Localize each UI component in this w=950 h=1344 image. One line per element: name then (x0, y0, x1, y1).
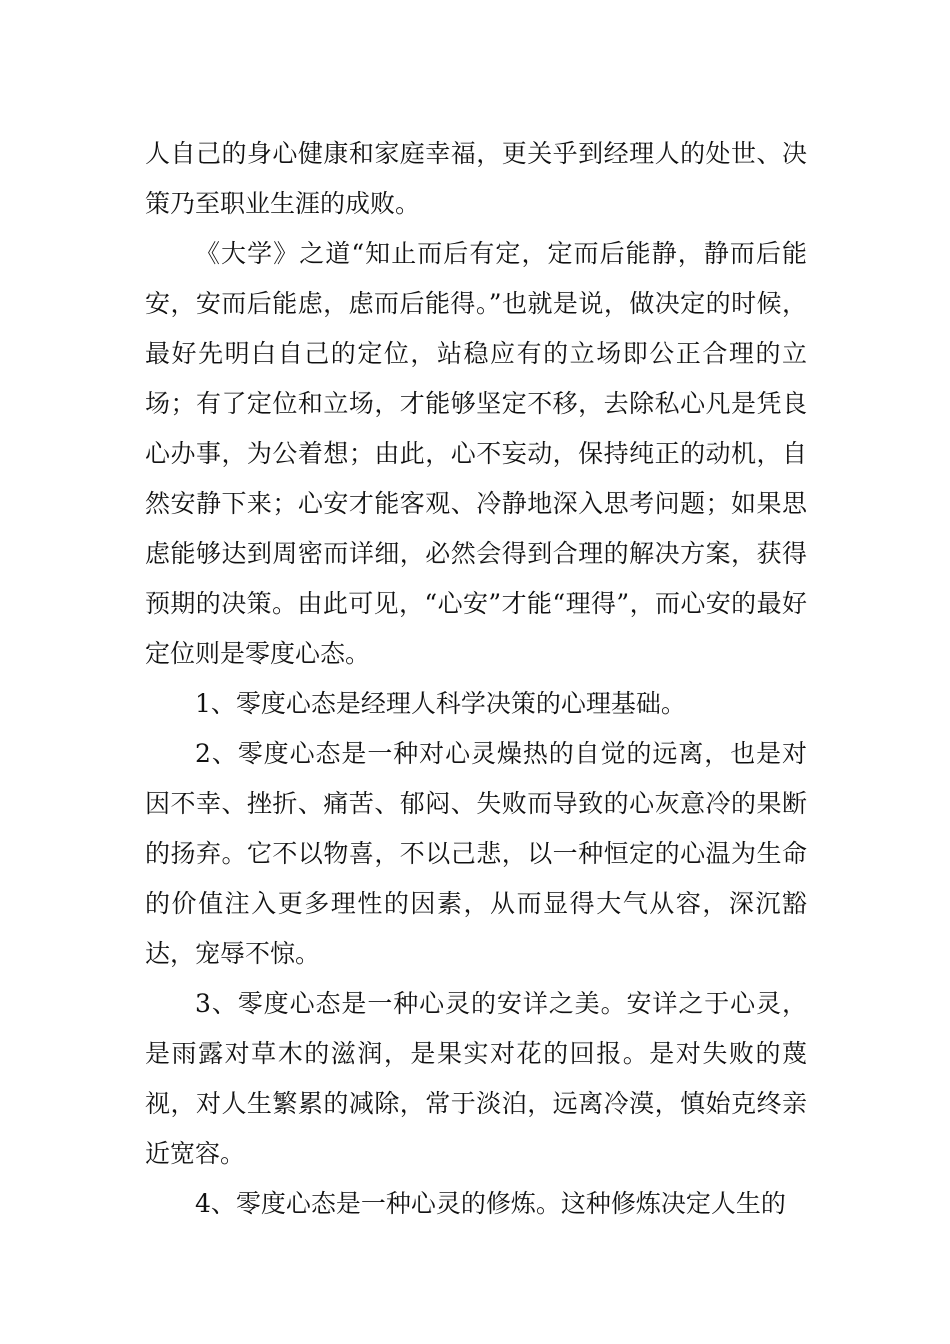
paragraph-daxue-quote: 《大学》之道“知止而后有定，定而后能静，静而后能安，安而后能虑，虑而后能得。”也就是说，做决定的时候，最好先明白自己的定位，站稳应有的立场即公正合理的立场；有了定位和立场，才能够坚定不移，去除私心凡是凭良心办事，为公着想；由此，心不妄动，保持纯正的动机，自然安静下来；心安才能客观、冷静地深入思考问题；如果思虑能够达到周密而详细，必然会得到合理的解决方案，获得预期的决策。由此可见，“心安”才能“理得”，而心安的最好定位则是零度心态。 (145, 239, 807, 668)
paragraph-point-3: 3、零度心态是一种心灵的安详之美。安详之于心灵，是雨露对草木的滋润，是果实对花的回报。是对失败的蔑视，对人生繁累的减除，常于淡泊，远离冷漠，慎始克终亲近宽容。 (145, 989, 807, 1168)
paragraph-point-1: 1、零度心态是经理人科学决策的心理基础。 (195, 689, 686, 718)
paragraph-continuation: 人自己的身心健康和家庭幸福，更关乎到经理人的处世、决策乃至职业生涯的成败。 (145, 139, 807, 218)
paragraph-point-2: 2、零度心态是一种对心灵燥热的自觉的远离，也是对因不幸、挫折、痛苦、郁闷、失败而导致的心灰意冷的果断的扬弃。它不以物喜，不以己悲，以一种恒定的心温为生命的价值注入更多理性的因素，从而显得大气从容，深沉豁达，宠辱不惊。 (145, 739, 807, 968)
body-text (145, 129, 807, 1229)
paragraph-point-4: 4、零度心态是一种心灵的修炼。这种修炼决定人生的 (195, 1189, 786, 1218)
